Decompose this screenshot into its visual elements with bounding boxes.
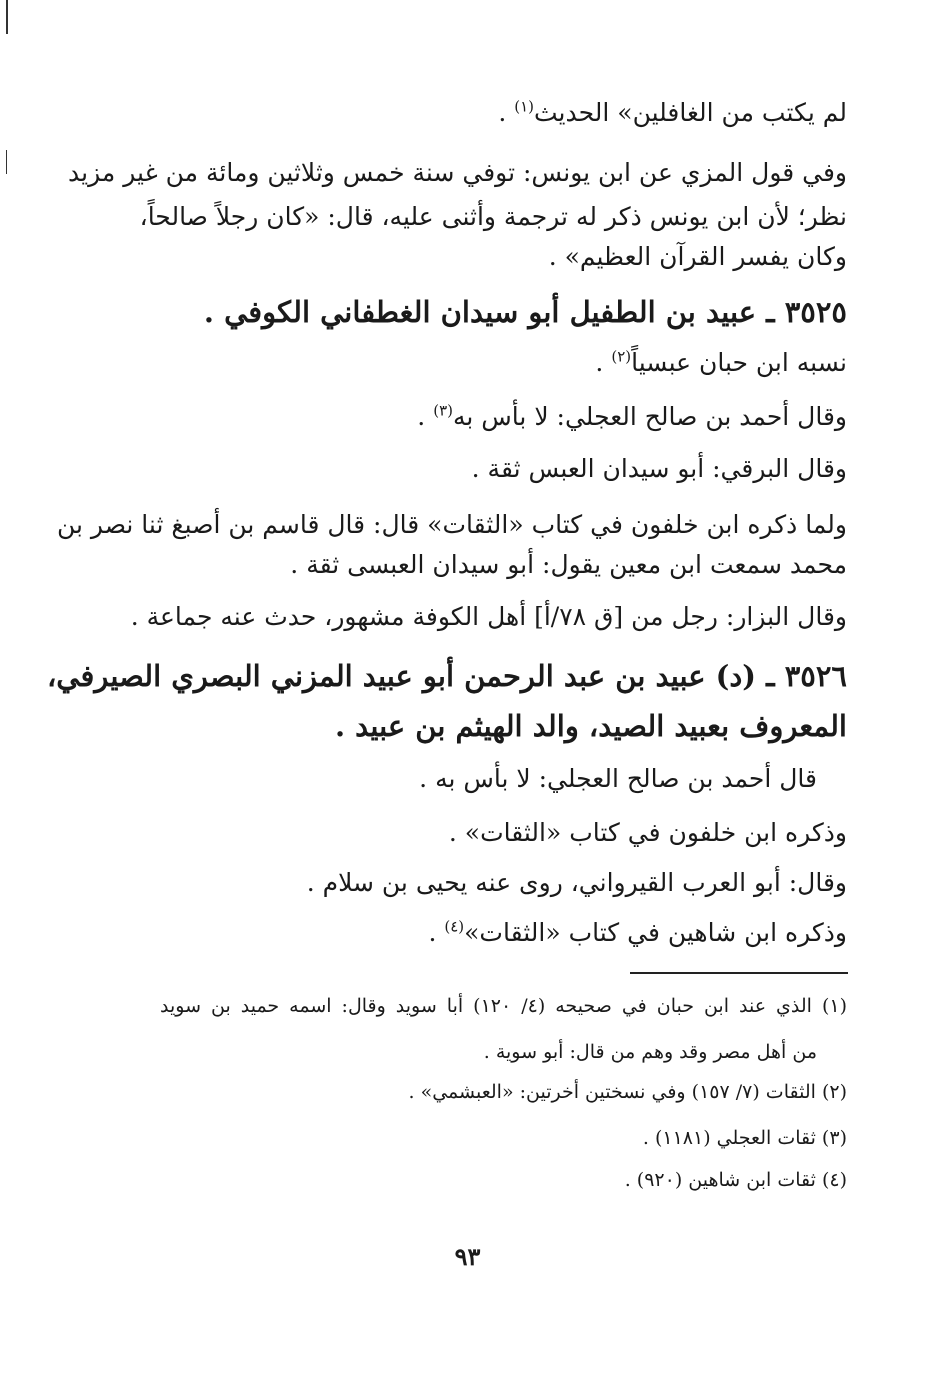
footnote-ref: (٤) — [444, 917, 465, 936]
body-line: وذكره ابن خلفون في كتاب «الثقات» . — [448, 818, 847, 847]
scan-edge-mark — [6, 0, 8, 34]
body-line: لم يكتب من الغافلين» الحديث$^{(١)}$ . — [498, 97, 847, 127]
footnote-ref: (٣) — [433, 401, 453, 420]
body-line: ولما ذكره ابن خلفون في كتاب «الثقات» قال: قال قاسم بن أصبغ ثنا نصر بن — [56, 510, 847, 539]
footnote: (٤) ثقات ابن شاهين (٩٢٠) . — [624, 1169, 847, 1191]
entry-heading: ٣٥٢٥ ـ عبيد بن الطفيل أبو سيدان الغطفاني الكوفي . — [203, 295, 847, 329]
body-line: وكان يفسر القرآن العظيم» . — [548, 242, 847, 271]
body-line: محمد سمعت ابن معين يقول: أبو سيدان العبسى ثقة . — [290, 550, 847, 579]
body-line: نسبه ابن حبان عبسياً$^{(٢)}$ . — [595, 347, 847, 377]
body-line: وفي قول المزي عن ابن يونس: توفي سنة خمس وثلاثين ومائة من غير مزيد — [68, 158, 847, 187]
body-line: نظر؛ لأن ابن يونس ذكر له ترجمة وأثنى عليه، قال: «كان رجلاً صالحاً، — [139, 202, 847, 231]
scan-edge-mark — [6, 150, 7, 174]
footnote: (٢) الثقات (٧/ ١٥٧) وفي نسختين أخرتين: «العبشمي» . — [408, 1081, 847, 1103]
body-line: وقال البزار: رجل من [ق ٧٨/أ] أهل الكوفة مشهور، حدث عنه جماعة . — [130, 602, 847, 631]
footnote: (١) الذي عند ابن حبان في صحيحه (٤/ ١٢٠) أبا سويد وقال: اسمه حميد بن سويد — [160, 995, 847, 1017]
body-line: وقال البرقي: أبو سيدان العبس ثقة . — [471, 454, 847, 483]
page-number: ٩٣ — [454, 1242, 481, 1271]
body-line: وذكره ابن شاهين في كتاب «الثقات»$^{(٤)}$ . — [428, 917, 847, 947]
footnote: من أهل مصر وقد وهم من قال: أبو سوية . — [483, 1041, 817, 1063]
footnote: (٣) ثقات العجلي (١١٨١) . — [642, 1127, 847, 1149]
entry-heading: المعروف بعبيد الصيد، والد الهيثم بن عبيد . — [334, 709, 847, 743]
body-line: وقال أحمد بن صالح العجلي: لا بأس به$^{(٣)}$ . — [417, 401, 847, 431]
body-line: قال أحمد بن صالح العجلي: لا بأس به . — [419, 764, 817, 793]
footnote-ref: (١) — [514, 97, 534, 116]
footnote-separator — [630, 972, 848, 974]
body-line: وقال: أبو العرب القيرواني، روى عنه يحيى بن سلام . — [306, 868, 847, 897]
entry-heading: ٣٥٢٦ ـ (د) عبيد بن عبد الرحمن أبو عبيد المزني البصري الصيرفي، — [46, 659, 847, 693]
footnote-ref: (٢) — [611, 347, 632, 366]
